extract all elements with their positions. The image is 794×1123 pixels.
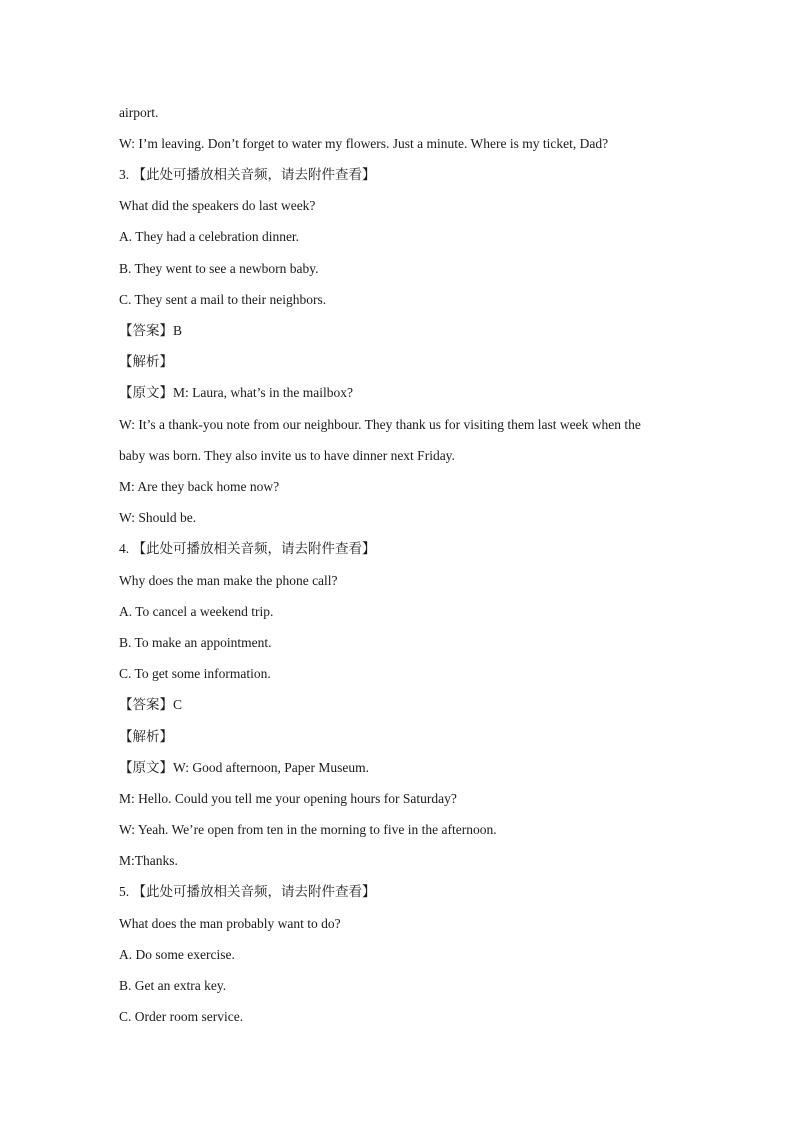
question-3-transcript-start: 【原文】M: Laura, what’s in the mailbox? bbox=[119, 385, 353, 400]
question-4-transcript-start: 【原文】W: Good afternoon, Paper Museum. bbox=[119, 760, 369, 775]
question-3-option-a: A. They had a celebration dinner. bbox=[119, 229, 300, 244]
question-5-heading: 5. 【此处可播放相关音频，请去附件查看】 bbox=[119, 884, 376, 899]
question-3-analysis-label: 【解析】 bbox=[119, 354, 173, 369]
question-3-answer: 【答案】B bbox=[119, 323, 183, 338]
question-4-analysis-label: 【解析】 bbox=[119, 729, 173, 744]
question-5-text: What does the man probably want to do? bbox=[119, 916, 341, 931]
dialogue-line: baby was born. They also invite us to have dinner next Friday. bbox=[119, 448, 455, 463]
question-4-option-b: B. To make an appointment. bbox=[119, 635, 272, 650]
dialogue-line: M: Hello. Could you tell me your opening hours for Saturday? bbox=[119, 791, 457, 806]
dialogue-line: W: Should be. bbox=[119, 510, 197, 525]
dialogue-line: W: Yeah. We’re open from ten in the morning to five in the afternoon. bbox=[119, 822, 497, 837]
question-5-option-a: A. Do some exercise. bbox=[119, 947, 235, 962]
dialogue-line: M:Thanks. bbox=[119, 853, 178, 868]
question-4-text: Why does the man make the phone call? bbox=[119, 573, 338, 588]
question-4-option-a: A. To cancel a weekend trip. bbox=[119, 604, 274, 619]
question-3-text: What did the speakers do last week? bbox=[119, 198, 316, 213]
dialogue-line: M: Are they back home now? bbox=[119, 479, 280, 494]
question-5-option-c: C. Order room service. bbox=[119, 1009, 244, 1024]
question-4-option-c: C. To get some information. bbox=[119, 666, 271, 681]
dialogue-line: W: I’m leaving. Don’t forget to water my flowers. Just a minute. Where is my ticket, Dad? bbox=[119, 136, 609, 151]
question-4-heading: 4. 【此处可播放相关音频，请去附件查看】 bbox=[119, 541, 376, 556]
text-line-airport: airport. bbox=[119, 105, 159, 120]
question-4-answer: 【答案】C bbox=[119, 697, 183, 712]
question-3-option-c: C. They sent a mail to their neighbors. bbox=[119, 292, 327, 307]
dialogue-line: W: It’s a thank-you note from our neighbour. They thank us for visiting them last week when the bbox=[119, 417, 641, 432]
question-3-option-b: B. They went to see a newborn baby. bbox=[119, 261, 319, 276]
question-3-heading: 3. 【此处可播放相关音频，请去附件查看】 bbox=[119, 167, 376, 182]
question-5-option-b: B. Get an extra key. bbox=[119, 978, 227, 993]
